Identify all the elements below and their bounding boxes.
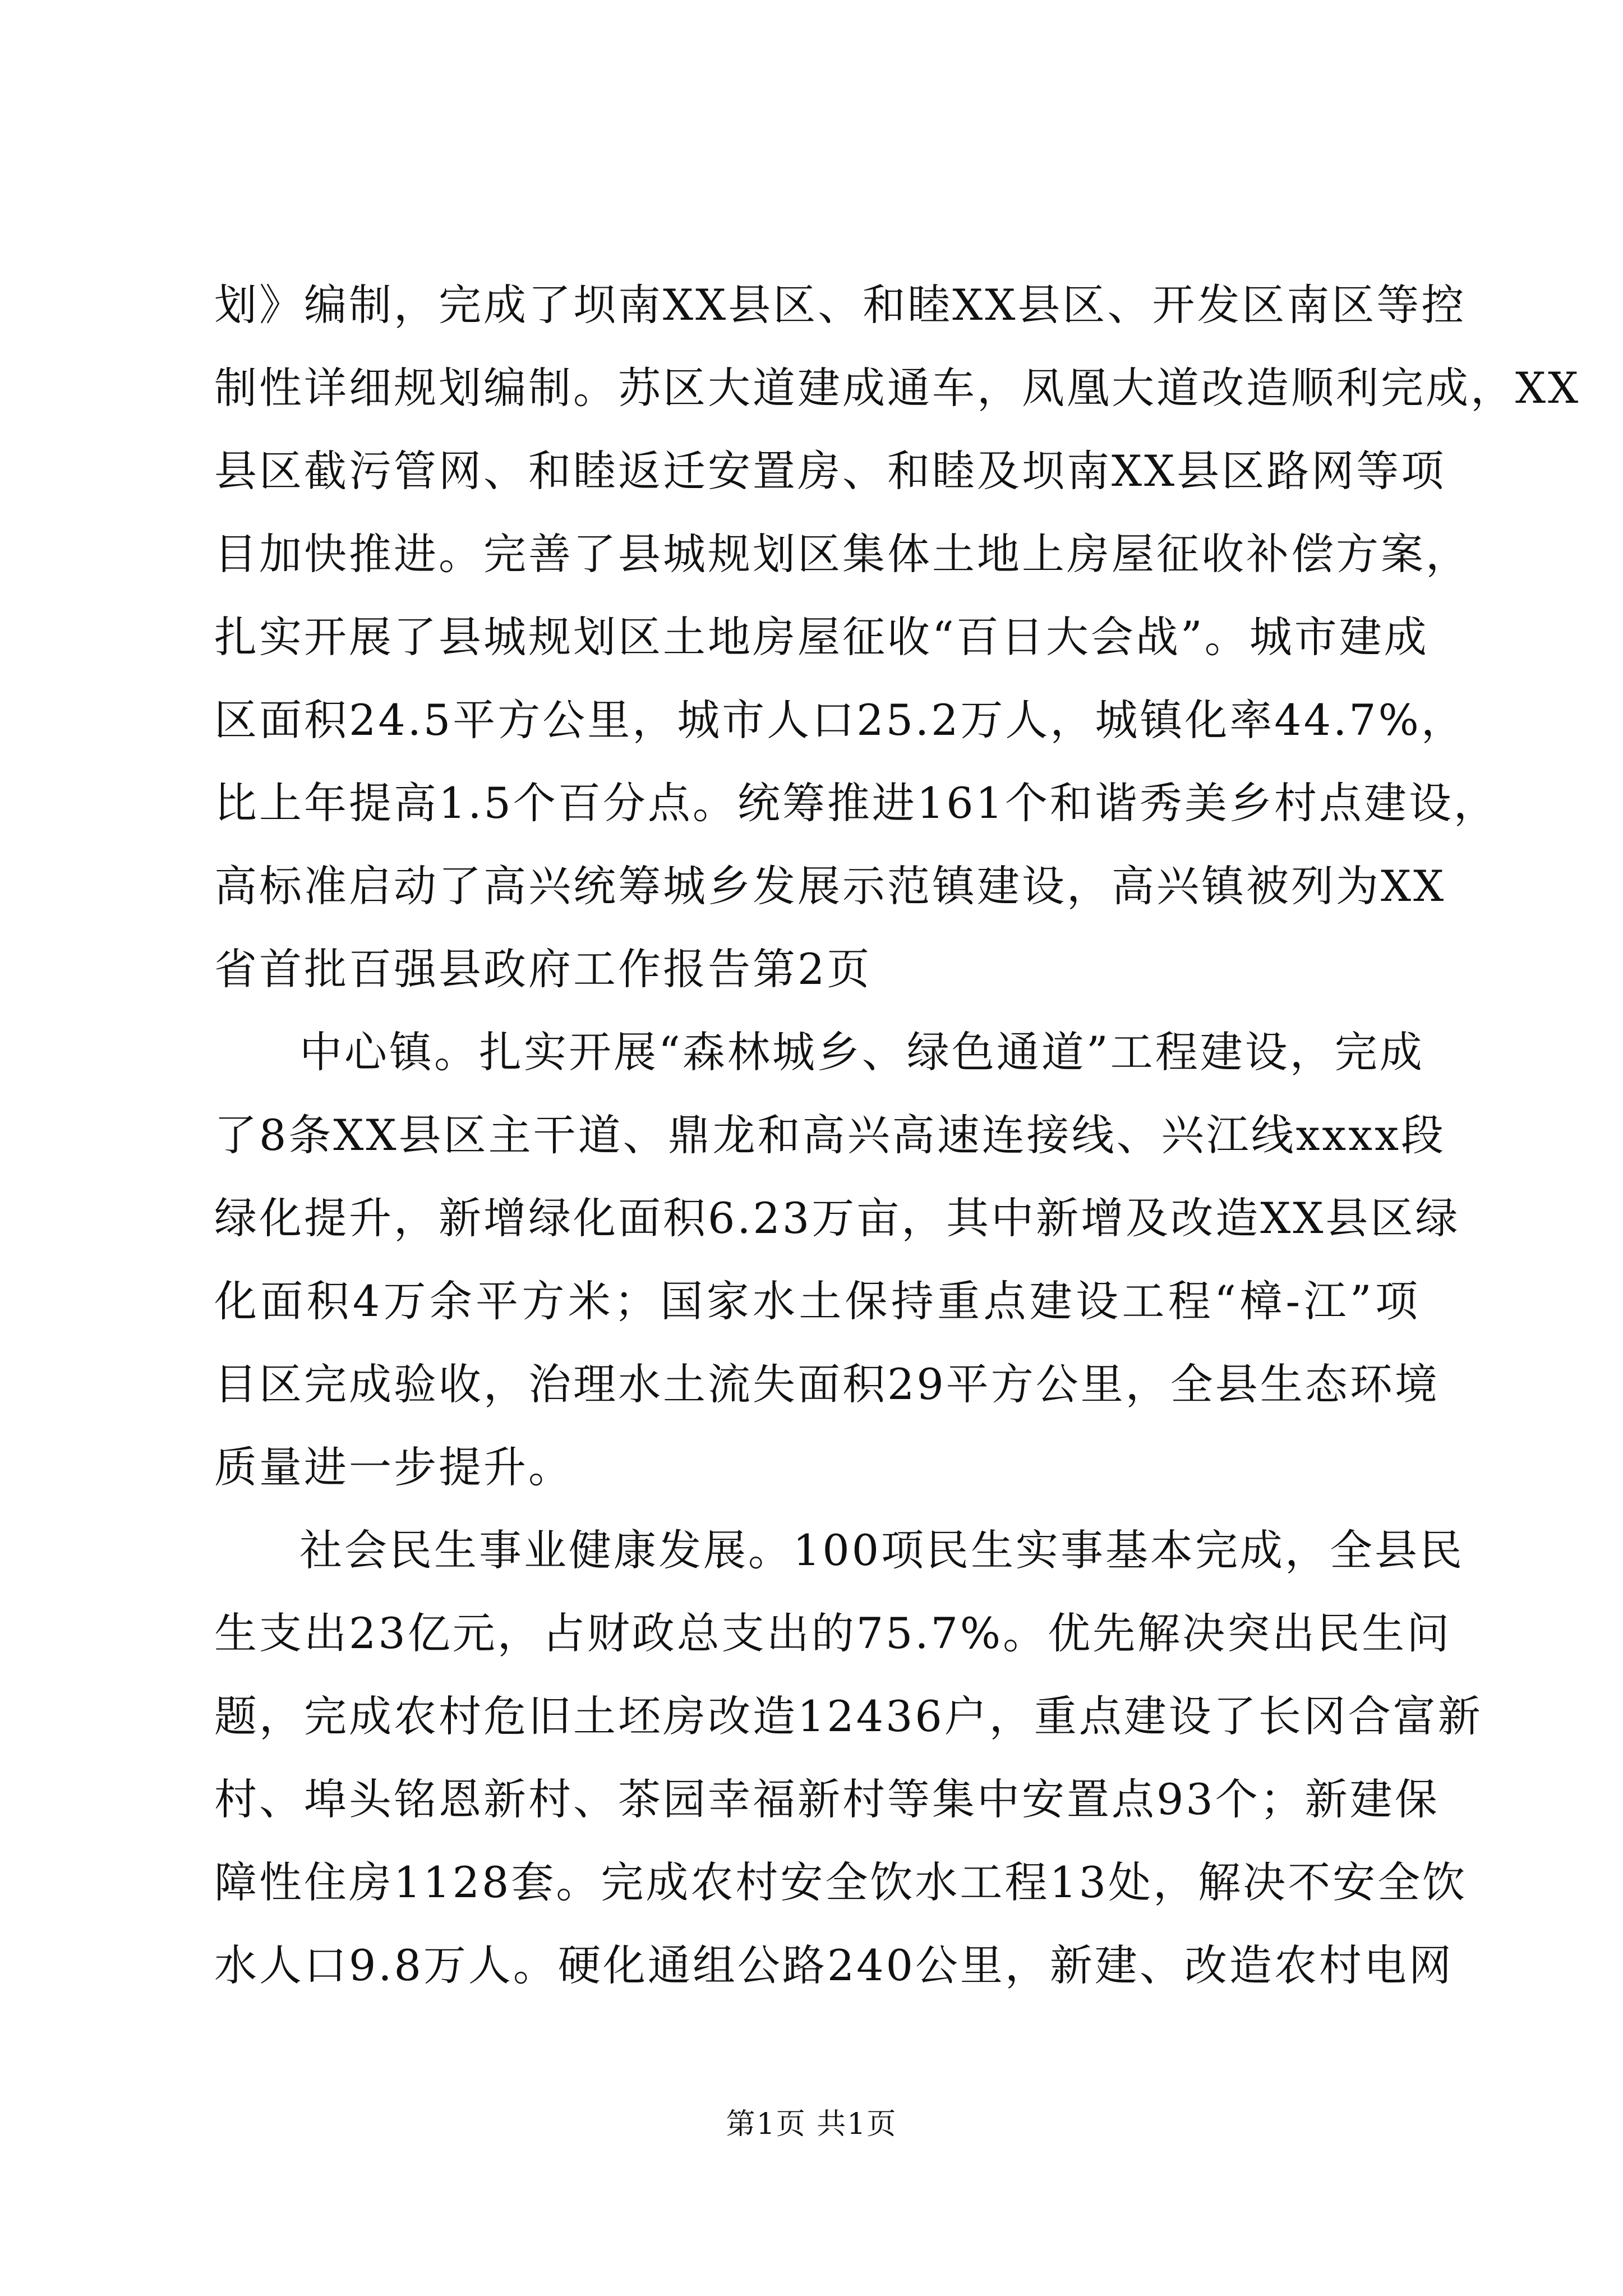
- text-line: 社会民生事业健康发展。100项民生实事基本完成，全县民: [299, 1525, 1465, 1575]
- text-line: 绿化提升，新增绿化面积6.23万亩，其中新增及改造XX县区绿: [214, 1193, 1460, 1243]
- text-line: 质量进一步提升。: [214, 1442, 573, 1492]
- page-footer: 第1页 共1页: [726, 2108, 897, 2141]
- text-line: 村、埠头铭恩新村、茶园幸福新村等集中安置点93个；新建保: [214, 1774, 1440, 1824]
- text-line: 制性详细规划编制。苏区大道建成通车，凤凰大道改造顺利完成，XX: [214, 363, 1581, 413]
- text-line: 县区截污管网、和睦返迁安置房、和睦及坝南XX县区路网等项: [214, 446, 1446, 496]
- text-line: 区面积24.5平方公里，城市人口25.2万人，城镇化率44.7%，: [214, 695, 1466, 745]
- text-line: 水人口9.8万人。硬化通组公路240公里，新建、改造农村电网: [214, 1940, 1454, 1990]
- text-line: 中心镇。扎实开展“森林城乡、绿色通道”工程建设，完成: [299, 1027, 1424, 1077]
- text-line: 省首批百强县政府工作报告第2页: [214, 944, 872, 994]
- text-line: 生支出23亿元，占财政总支出的75.7%。优先解决突出民生问: [214, 1608, 1452, 1658]
- text-line: 化面积4万余平方米；国家水土保持重点建设工程“樟-江”项: [214, 1276, 1420, 1326]
- text-line: 目区完成验收，治理水土流失面积29平方公里，全县生态环境: [214, 1359, 1440, 1409]
- text-line: 划》编制，完成了坝南XX县区、和睦XX县区、开发区南区等控: [214, 280, 1467, 330]
- text-line: 了8条XX县区主干道、鼎龙和高兴高速连接线、兴江线xxxx段: [214, 1110, 1446, 1160]
- text-line: 扎实开展了县城规划区土地房屋征收“百日大会战”。城市建成: [214, 612, 1429, 662]
- text-line: 题，完成农村危旧土坯房改造12436户，重点建设了长冈合富新: [214, 1691, 1483, 1741]
- text-line: 高标准启动了高兴统筹城乡发展示范镇建设，高兴镇被列为XX: [214, 861, 1446, 911]
- text-line: 障性住房1128套。完成农村安全饮水工程13处，解决不安全饮: [214, 1857, 1468, 1907]
- text-line: 比上年提高1.5个百分点。统筹推进161个和谐秀美乡村点建设，: [214, 778, 1498, 828]
- body-text: [214, 264, 1581, 2007]
- text-line: 目加快推进。完善了县城规划区集体土地上房屋征收补偿方案，: [214, 529, 1470, 579]
